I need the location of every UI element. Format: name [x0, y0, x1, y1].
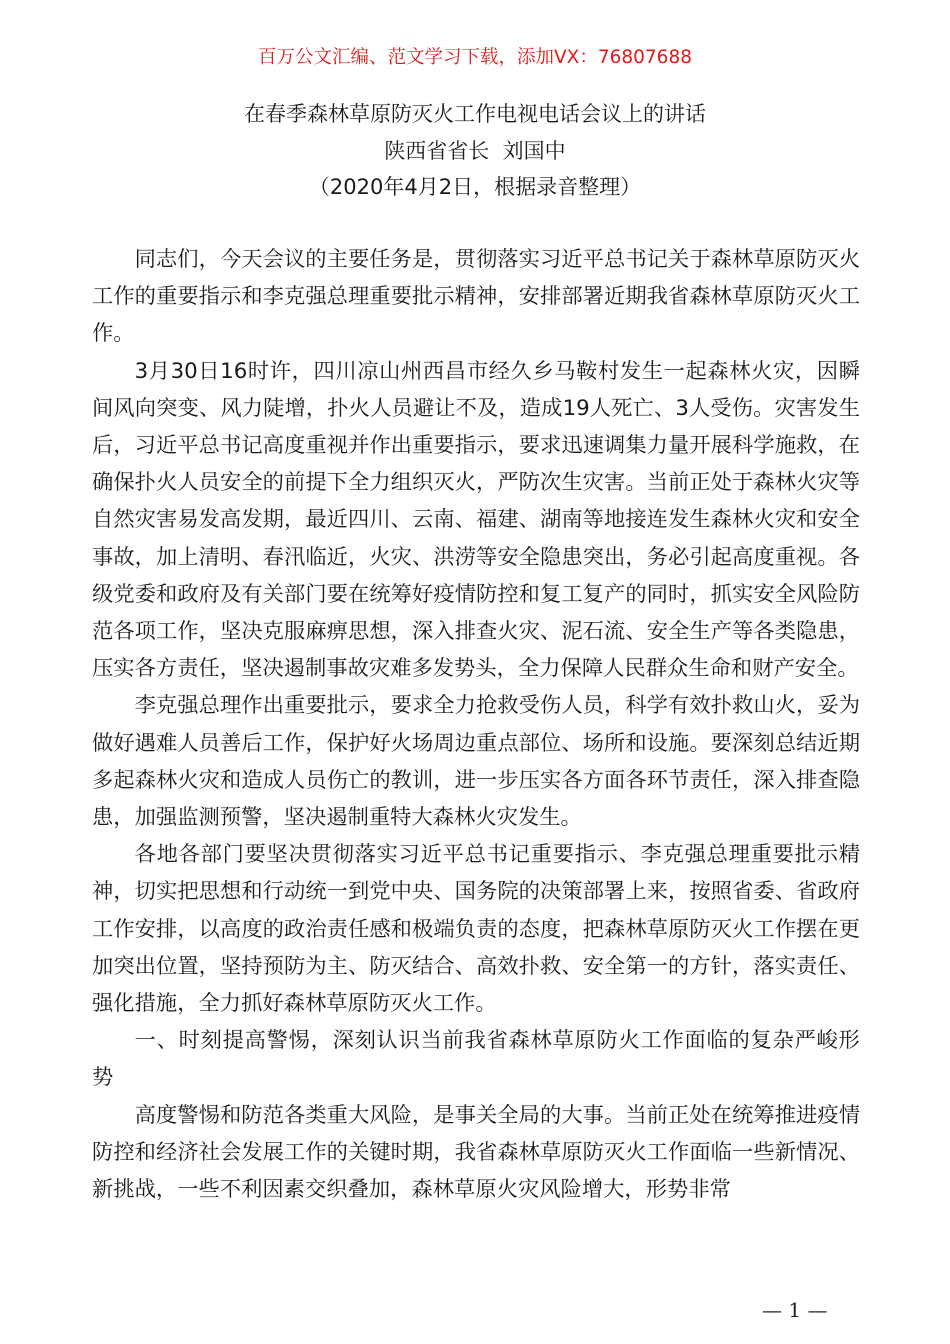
paragraph-requirements: 各地各部门要坚决贯彻落实习近平总书记重要指示、李克强总理重要批示精神，切实把思想和行动统一到党中央、国务院的决策部署上来，按照省委、省政府工作安排，以高度的政治责任感和极端负责的态度，把森林草原防灭火工作摆在更加突出位置，坚持预防为主、防灭结合、高效扑救、安全第一的方针，落实责任、强化措施，全力抓好森林草原防灭火工作。 [92, 842, 860, 1017]
title-block [0, 96, 950, 206]
promo-banner: 百万公文汇编、范文学习下载，添加VX：76807688 [258, 47, 692, 68]
paragraph-situation: 高度警惕和防范各类重大风险，是事关全局的大事。当前正处在统筹推进疫情防控和经济社会发展工作的关键时期，我省森林草原防灭火工作面临一些新情况、新挑战，一些不利因素交织叠加，森林草原火灾风险增大，形势非常 [92, 1102, 860, 1203]
paragraph-premier-instruction: 李克强总理作出重要批示，要求全力抢救受伤人员，科学有效扑救山火，妥为做好遇难人员善后工作，保护好火场周边重点部位、场所和设施。要深刻总结近期多起森林火灾和造成人员伤亡的教训，进一步压实各方面各环节责任，深入排查隐患，加强监测预警，坚决遏制重特大森林火灾发生。 [92, 693, 860, 831]
paragraph-incident: 3月30日16时许，四川凉山州西昌市经久乡马鞍村发生一起森林火灾，因瞬间风向突变、风力陡增，扑火人员避让不及，造成19人死亡、3人受伤。灾害发生后，习近平总书记高度重视并作出重要指示，要求迅速调集力量开展科学施救，在确保扑火人员安全的前提下全力组织灭火，严防次生灾害。当前正处于森林火灾等自然灾害易发高发期，最近四川、云南、福建、湖南等地接连发生森林火灾和安全事故，加上清明、春汛临近，火灾、洪涝等安全隐患突出，务必引起高度重视。各级党委和政府及有关部门要在统筹好疫情防控和复工复产的同时，抓实安全风险防范各项工作，坚决克服麻痹思想，深入排查火灾、泥石流、安全生产等各类隐患，压实各方责任，坚决遏制事故灾难多发势头，全力保障人民群众生命和财产安全。 [92, 358, 860, 682]
date-note: （2020年4月2日，根据录音整理） [308, 175, 642, 199]
paragraph-opening: 同志们，今天会议的主要任务是，贯彻落实习近平总书记关于森林草原防灭火工作的重要指示和李克强总理重要批示精神，安排部署近期我省森林草原防灭火工作。 [92, 247, 860, 347]
page-number: — 1 — [762, 1298, 828, 1322]
speaker-line: 陕西省省长 刘国中 [384, 138, 566, 163]
document-title: 在春季森林草原防灭火工作电视电话会议上的讲话 [244, 102, 706, 126]
document-body [92, 241, 860, 1208]
section-heading-1: 一、时刻提高警惕，深刻认识当前我省森林草原防火工作面临的复杂严峻形势 [92, 1028, 860, 1091]
